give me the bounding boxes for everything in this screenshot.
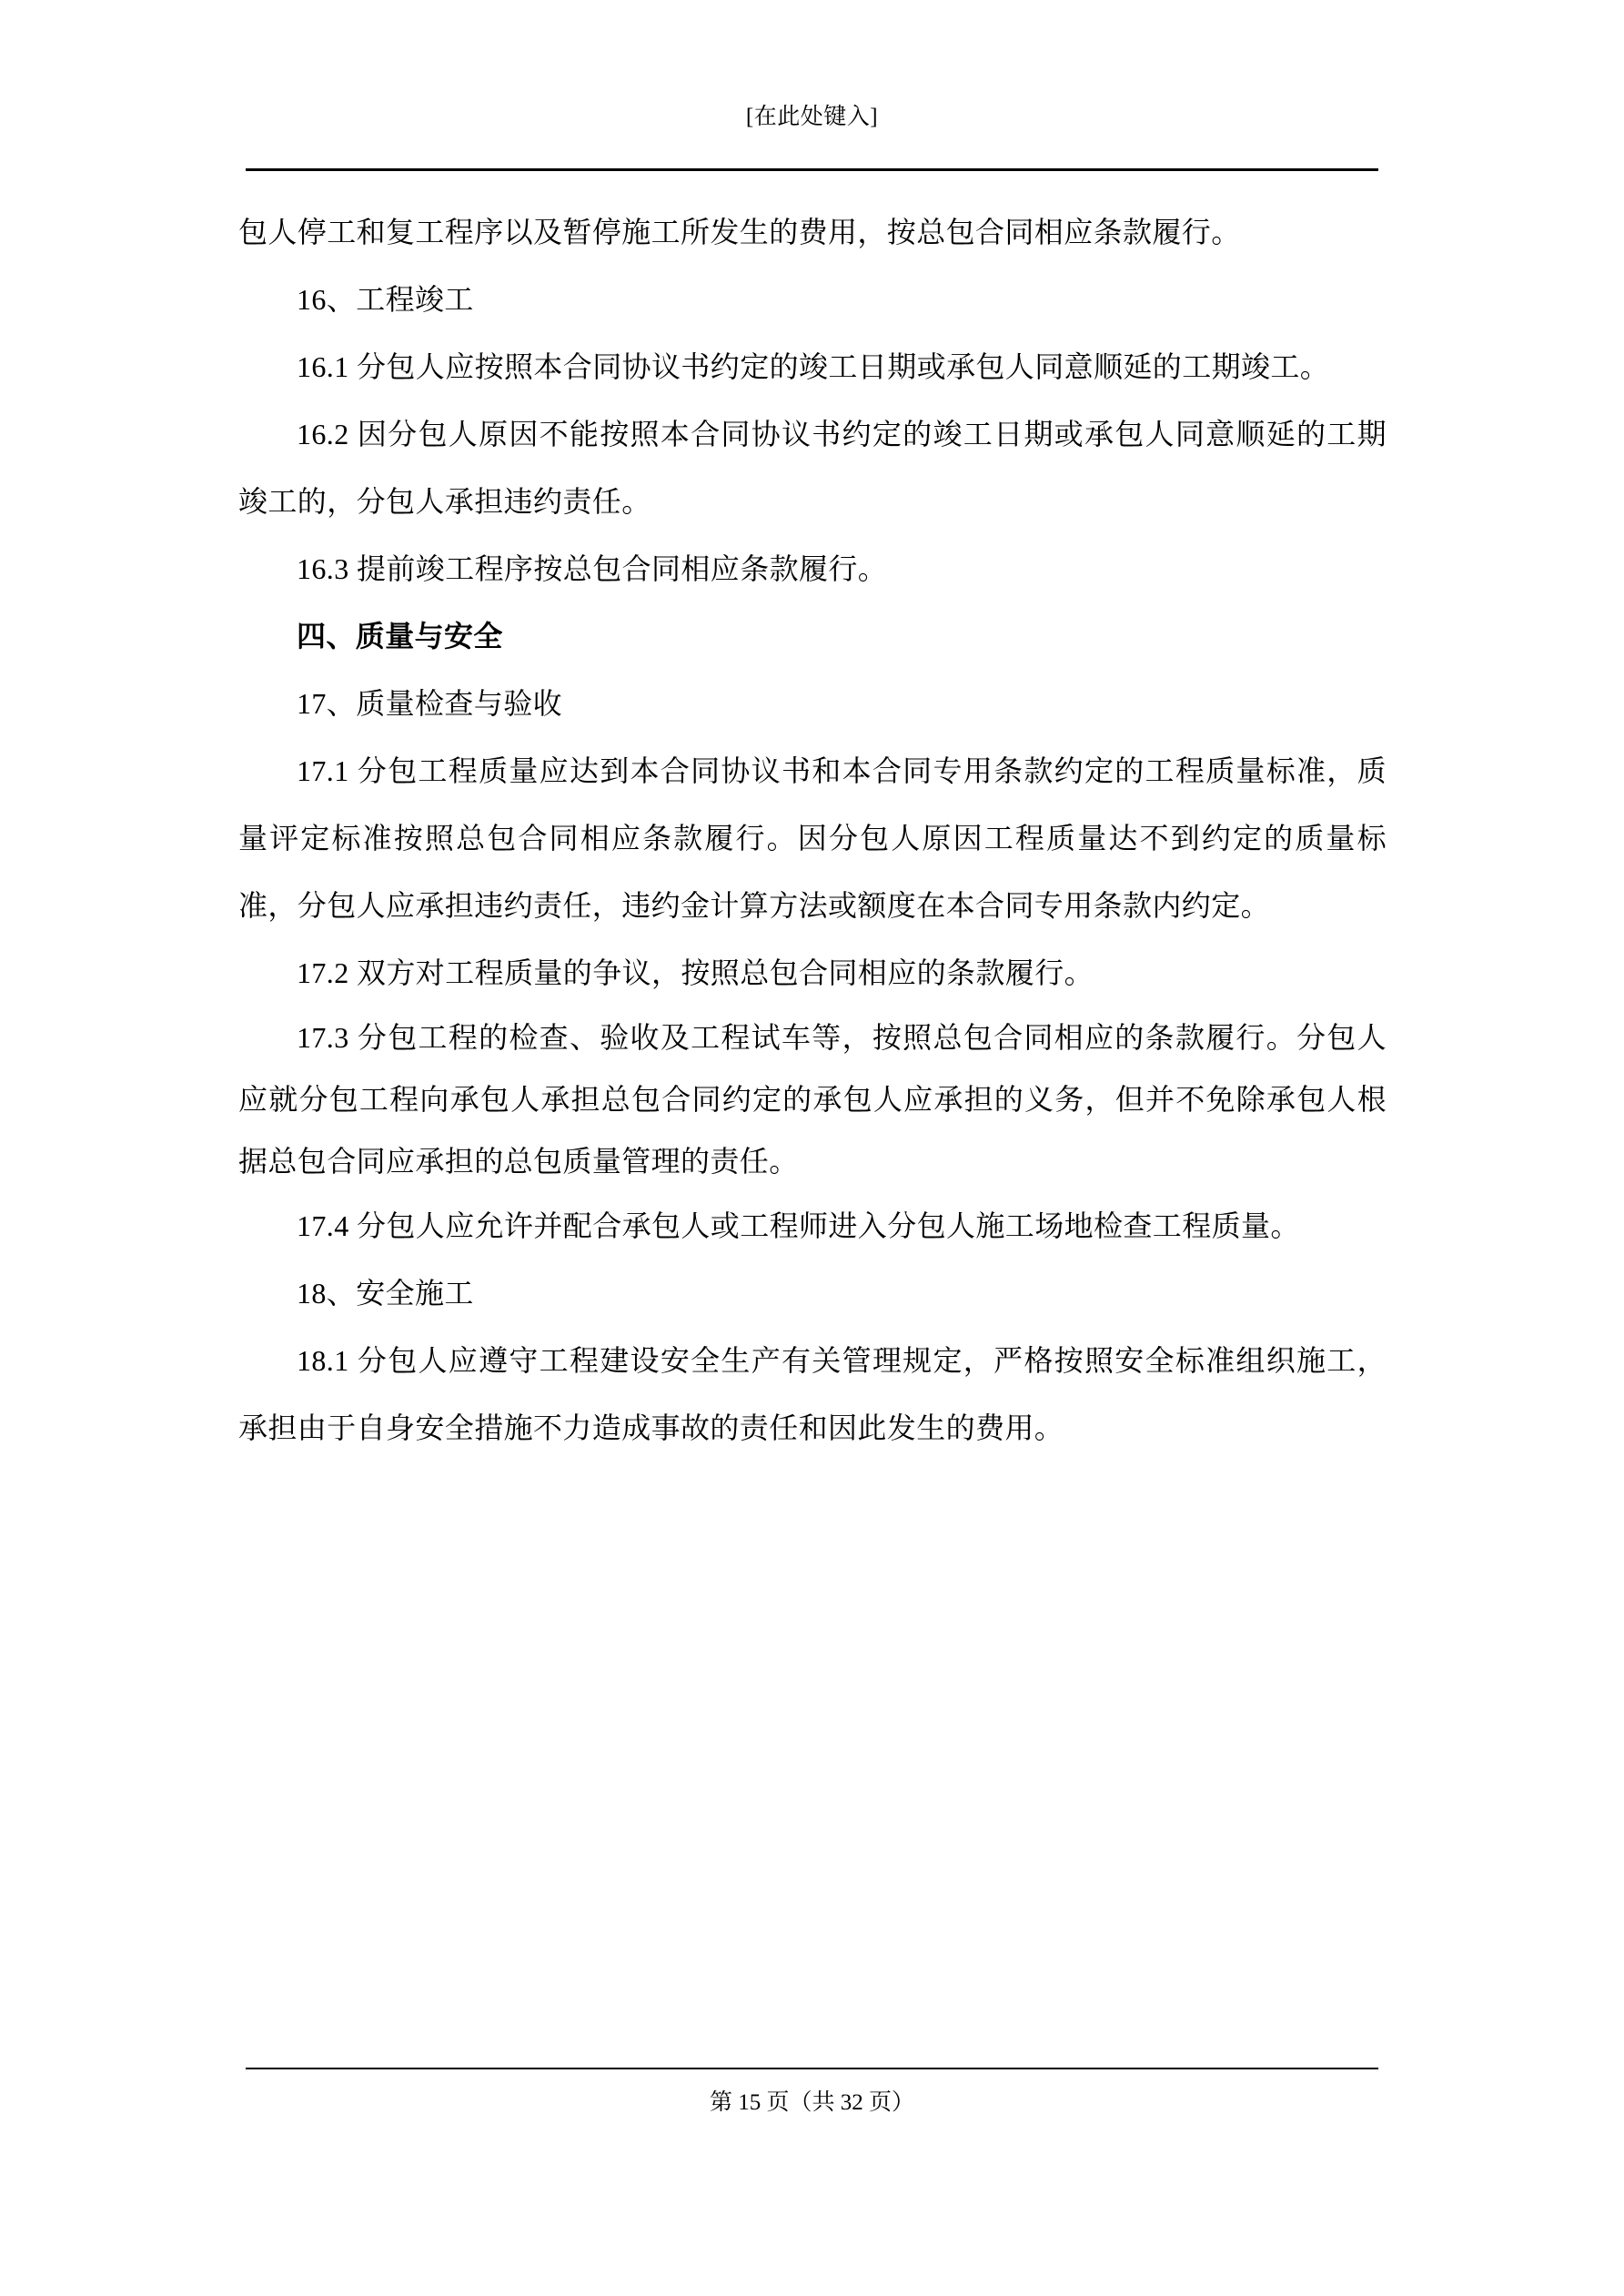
clause-17-2: 17.2 双方对工程质量的争议，按照总包合同相应的条款履行。	[297, 956, 1094, 989]
clause-17-4: 17.4 分包人应允许并配合承包人或工程师进入分包人施工场地检查工程质量。	[297, 1209, 1300, 1242]
clause-17-1: 17.1 分包工程质量应达到本合同协议书和本合同专用条款约定的工程质量标准，质量评定标准按照总包合同相应条款履行。因分包人原因工程质量达不到约定的质量标准，分包人应承担违约责任，违约金计算方法或额度在本合同专用条款内约定。	[238, 754, 1387, 922]
clause-17-3: 17.3 分包工程的检查、验收及工程试车等，按照总包合同相应的条款履行。分包人应就分包工程向承包人承担总包合同约定的承包人应承担的义务，但并不免除承包人根据总包合同应承担的总包质量管理的责任。	[238, 1021, 1387, 1178]
header-divider	[246, 168, 1378, 171]
footer-divider	[246, 2068, 1378, 2069]
heading-18: 18、安全施工	[297, 1277, 474, 1310]
paragraph-continued: 包人停工和复工程序以及暂停施工所发生的费用，按总包合同相应条款履行。	[238, 216, 1241, 248]
clause-18-1: 18.1 分包人应遵守工程建设安全生产有关管理规定，严格按照安全标准组织施工，承担由于自身安全措施不力造成事故的责任和因此发生的费用。	[238, 1344, 1387, 1444]
clause-16-2: 16.2 因分包人原因不能按照本合同协议书约定的竣工日期或承包人同意顺延的工期竣工的，分包人承担违约责任。	[238, 418, 1387, 518]
heading-16: 16、工程竣工	[297, 283, 474, 316]
heading-17: 17、质量检查与验收	[297, 687, 563, 720]
page-footer: 第 15 页（共 32 页）	[709, 2090, 914, 2115]
heading-section-four: 四、质量与安全	[297, 620, 503, 652]
page-header: [在此处键入]	[745, 105, 879, 129]
clause-16-1: 16.1 分包人应按照本合同协议书约定的竣工日期或承包人同意顺延的工期竣工。	[297, 350, 1330, 383]
clause-16-3: 16.3 提前竣工程序按总包合同相应条款履行。	[297, 552, 888, 585]
document-body	[238, 198, 1387, 1462]
